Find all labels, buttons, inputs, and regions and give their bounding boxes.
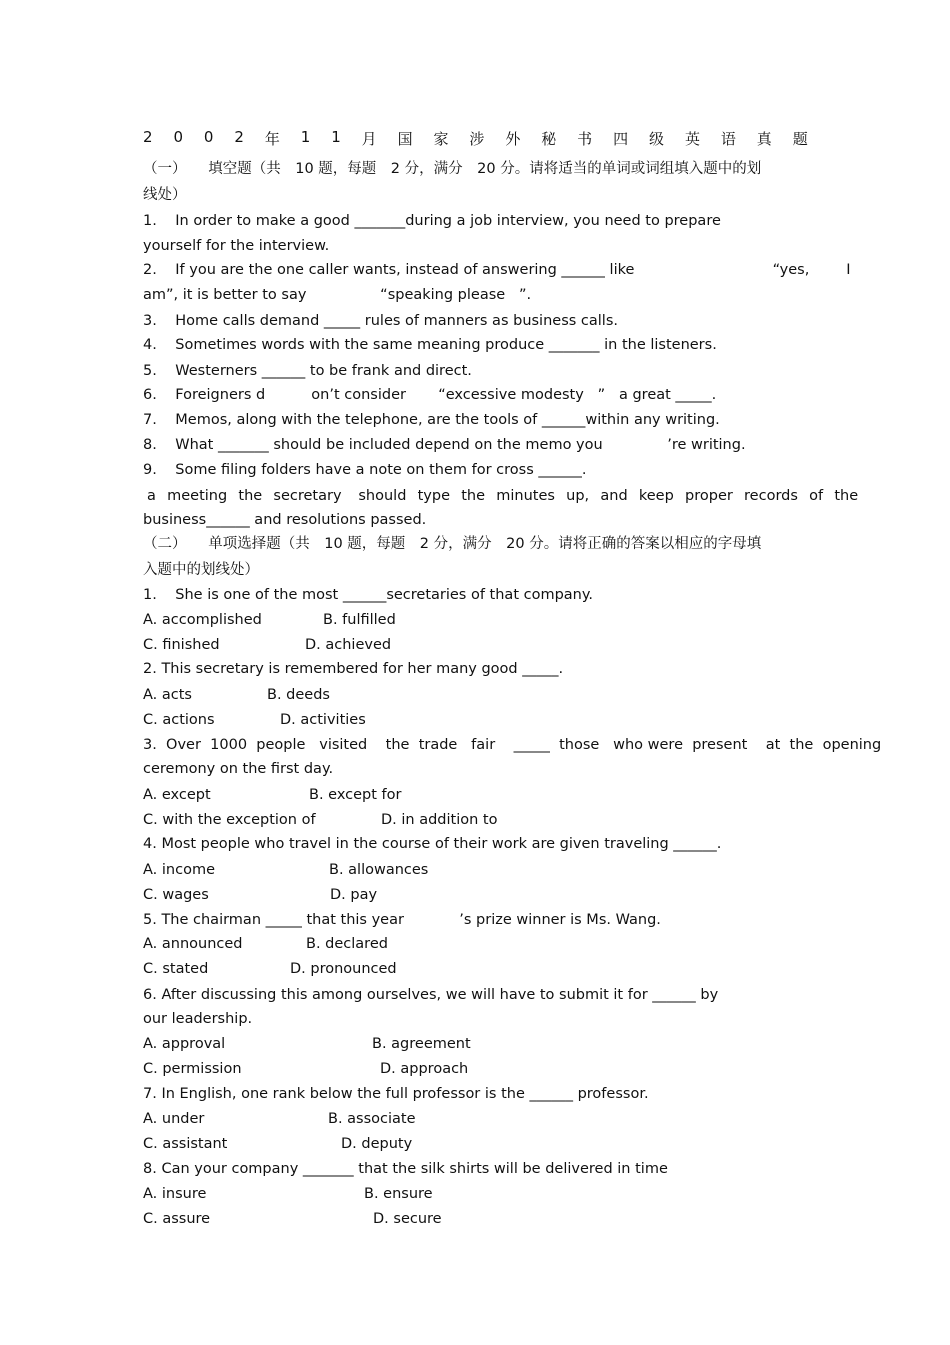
mc-q2: 2. This secretary is remembered for her many good _____. [143, 661, 564, 677]
mc-q6-cont: our leadership. [143, 1011, 253, 1027]
mc-q5-option-a: A. announced [143, 936, 243, 952]
mc-q3-option-b: B. except for [309, 787, 402, 803]
mc-q2-option-d: D. activities [280, 712, 366, 728]
mc-q1-option-d: D. achieved [305, 637, 392, 653]
mc-q2-option-b: B. deeds [267, 687, 330, 703]
mc-q5: 5. The chairman _____ that this year ’s prize winner is Ms. Wang. [143, 912, 661, 928]
mc-q3-option-a: A. except [143, 787, 211, 803]
title-char: 秘 [541, 130, 557, 148]
fill-q2-cont: am”, it is better to say “speaking please ”. [143, 287, 532, 303]
mc-q5-option-c: C. stated [143, 961, 209, 977]
fill-q10-cont: business______ and resolutions passed. [143, 512, 427, 528]
page-title [143, 128, 808, 149]
fill-q7: 7. Memos, along with the telephone, are the tools of ______within any writing. [143, 412, 720, 428]
mc-q8: 8. Can your company _______ that the silk shirts will be delivered in time [143, 1161, 668, 1177]
mc-q8-option-a: A. insure [143, 1186, 207, 1202]
fill-q6: 6. Foreigners d on’t consider “excessive modesty ” a great _____. [143, 387, 717, 403]
fill-q2: 2. If you are the one caller wants, instead of answering ______ like “yes, I [143, 262, 851, 278]
mc-q4: 4. Most people who travel in the course of their work are given traveling ______. [143, 836, 722, 852]
title-char: 0 [173, 128, 183, 146]
section-2-header: （二） 单项选择题（共 10 题，每题 2 分，满分 20 分。请将正确的答案以相应的字母填 [143, 536, 762, 552]
mc-q2-option-a: A. acts [143, 687, 192, 703]
mc-q8-option-b: B. ensure [364, 1186, 433, 1202]
fill-q1-cont: yourself for the interview. [143, 238, 330, 254]
mc-q6: 6. After discussing this among ourselves, we will have to submit it for ______ by [143, 987, 719, 1003]
title-char: 国 [397, 130, 413, 148]
mc-q8-option-c: C. assure [143, 1211, 211, 1227]
title-char: 年 [264, 130, 280, 148]
mc-q4-option-b: B. allowances [329, 862, 429, 878]
mc-q4-option-d: D. pay [330, 887, 378, 903]
title-char: 0 [203, 128, 214, 146]
title-char: 真 [756, 130, 772, 148]
title-char: 级 [649, 130, 665, 148]
mc-q4-option-a: A. income [143, 862, 215, 878]
section-1-header-cont: 线处） [143, 187, 187, 203]
mc-q7: 7. In English, one rank below the full professor is the ______ professor. [143, 1086, 649, 1102]
mc-q7-option-b: B. associate [328, 1111, 416, 1127]
mc-q2-option-c: C. actions [143, 712, 215, 728]
mc-q7-option-d: D. deputy [341, 1136, 413, 1152]
fill-q5: 5. Westerners ______ to be frank and direct. [143, 363, 472, 379]
title-char: 月 [361, 130, 377, 148]
mc-q8-option-d: D. secure [373, 1211, 442, 1227]
title-char: 涉 [469, 130, 485, 148]
fill-q8: 8. What _______ should be included depend on the memo you ’re writing. [143, 437, 746, 453]
mc-q7-option-c: C. assistant [143, 1136, 228, 1152]
mc-q5-option-b: B. declared [306, 936, 388, 952]
title-char: 2 [234, 128, 244, 146]
mc-q6-option-b: B. agreement [372, 1036, 471, 1052]
mc-q6-option-a: A. approval [143, 1036, 226, 1052]
title-char: 题 [792, 130, 808, 148]
section-1-header: （一） 填空题（共 10 题，每题 2 分，满分 20 分。请将适当的单词或词组填入题中的划 [143, 161, 762, 177]
mc-q7-option-a: A. under [143, 1111, 205, 1127]
title-char: 书 [577, 130, 593, 148]
title-char: 四 [613, 130, 629, 148]
fill-q10: a meeting the secretary should type the minutes up, and keep proper records of the [147, 488, 859, 504]
mc-q1-option-c: C. finished [143, 637, 220, 653]
mc-q3: 3. Over 1000 people visited the trade fair _____ those who were present at the opening [143, 737, 882, 753]
title-char: 英 [684, 130, 700, 148]
mc-q5-option-d: D. pronounced [290, 961, 397, 977]
title-char: 家 [433, 130, 449, 148]
mc-q1-option-a: A. accomplished [143, 612, 262, 628]
title-char: 1 [331, 128, 341, 146]
mc-q3-option-c: C. with the exception of [143, 812, 316, 828]
mc-q6-option-c: C. permission [143, 1061, 242, 1077]
title-char: 1 [300, 128, 311, 146]
fill-q3: 3. Home calls demand _____ rules of manners as business calls. [143, 313, 618, 329]
title-char: 外 [505, 130, 521, 148]
title-char: 2 [143, 128, 153, 146]
fill-q1: 1. In order to make a good _______during a job interview, you need to prepare [143, 213, 721, 229]
mc-q1: 1. She is one of the most ______secretaries of that company. [143, 587, 593, 603]
fill-q4: 4. Sometimes words with the same meaning produce _______ in the listeners. [143, 337, 717, 353]
mc-q3-option-d: D. in addition to [381, 812, 498, 828]
fill-q9: 9. Some filing folders have a note on them for cross ______. [143, 462, 587, 478]
mc-q6-option-d: D. approach [380, 1061, 469, 1077]
section-2-header-cont: 入题中的划线处） [143, 562, 259, 578]
mc-q4-option-c: C. wages [143, 887, 209, 903]
title-char: 语 [720, 130, 736, 148]
mc-q3-cont: ceremony on the first day. [143, 761, 334, 777]
mc-q1-option-b: B. fulfilled [323, 612, 396, 628]
